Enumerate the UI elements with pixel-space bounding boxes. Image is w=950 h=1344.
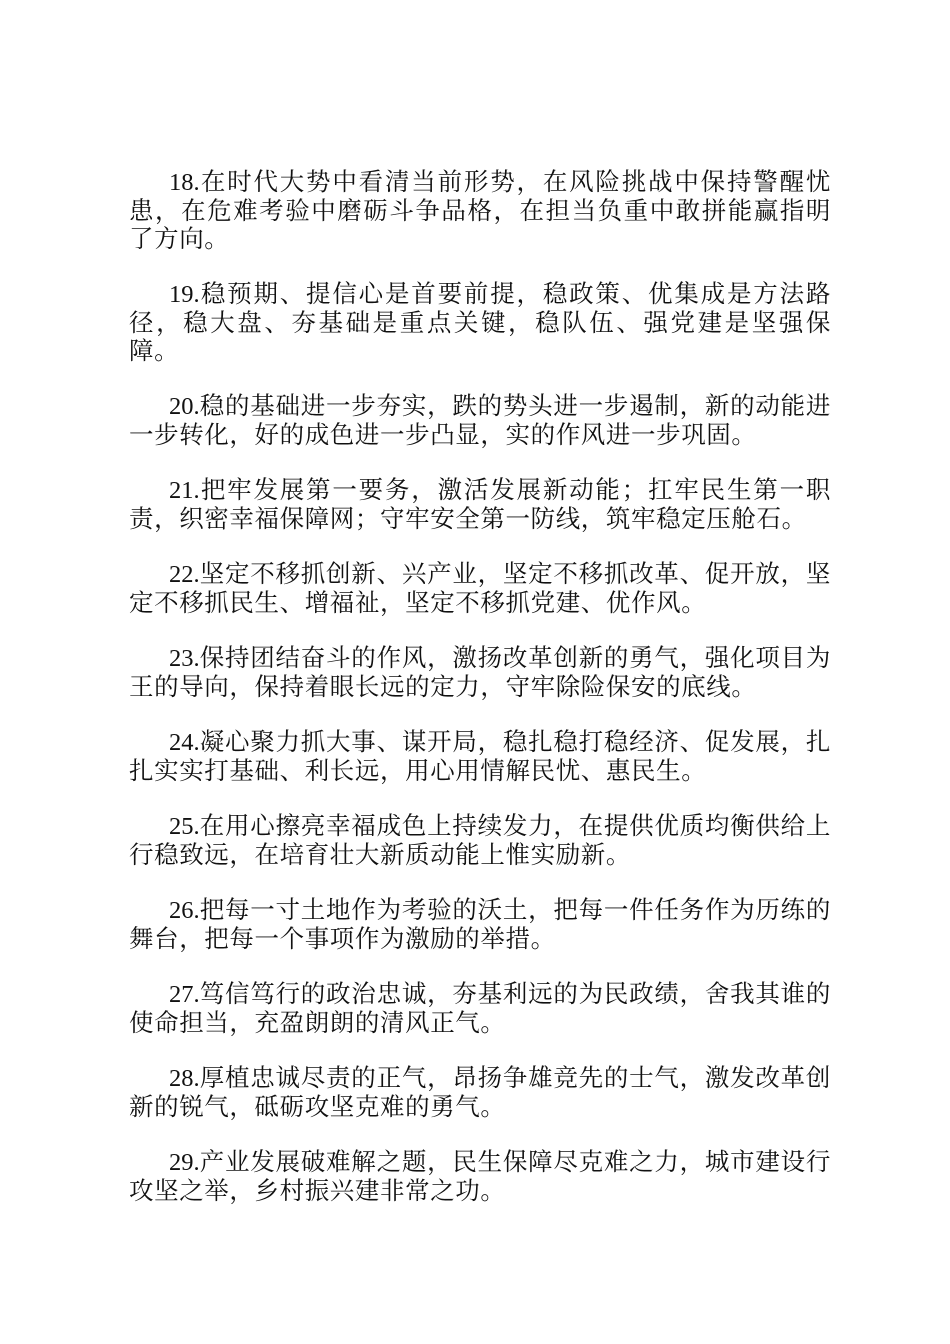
paragraph-number: 27. xyxy=(169,981,200,1008)
paragraph-20 xyxy=(129,392,831,449)
paragraph-21 xyxy=(129,476,831,533)
paragraph-23 xyxy=(129,644,831,701)
paragraph-text: 稳的基础进一步夯实，跌的势头进一步遏制，新的动能进一步转化，好的成色进一步凸显，实的作风进一步巩固。 xyxy=(129,391,831,449)
paragraph-number: 25. xyxy=(169,813,200,840)
paragraph-25 xyxy=(129,812,831,869)
paragraph-number: 19. xyxy=(169,281,200,308)
paragraph-number: 23. xyxy=(169,645,200,672)
paragraph-18 xyxy=(129,168,831,253)
paragraph-26 xyxy=(129,896,831,953)
paragraph-text: 坚定不移抓创新、兴产业，坚定不移抓改革、促开放，坚定不移抓民生、增福祉，坚定不移抓党建、优作风。 xyxy=(129,559,831,617)
paragraph-text: 凝心聚力抓大事、谋开局，稳扎稳打稳经济、促发展，扎扎实实打基础、利长远，用心用情解民忧、惠民生。 xyxy=(129,727,831,785)
paragraph-text: 稳预期、提信心是首要前提，稳政策、优集成是方法路径，稳大盘、夯基础是重点关键，稳队伍、强党建是坚强保障。 xyxy=(129,279,831,365)
paragraph-text: 把每一寸土地作为考验的沃土，把每一件任务作为历练的舞台，把每一个事项作为激励的举措。 xyxy=(129,895,831,953)
paragraph-number: 28. xyxy=(169,1065,200,1092)
paragraph-27 xyxy=(129,980,831,1037)
paragraph-number: 24. xyxy=(169,729,200,756)
paragraph-24 xyxy=(129,728,831,785)
paragraph-28 xyxy=(129,1064,831,1121)
document-body xyxy=(129,168,831,1232)
paragraph-29 xyxy=(129,1148,831,1205)
paragraph-text: 在用心擦亮幸福成色上持续发力，在提供优质均衡供给上行稳致远，在培育壮大新质动能上惟实励新。 xyxy=(129,811,831,869)
paragraph-22 xyxy=(129,560,831,617)
paragraph-number: 20. xyxy=(169,393,200,420)
paragraph-text: 在时代大势中看清当前形势，在风险挑战中保持警醒忧患，在危难考验中磨砺斗争品格，在担当负重中敢拼能赢指明了方向。 xyxy=(129,167,831,253)
paragraph-number: 21. xyxy=(169,477,200,504)
paragraph-text: 把牢发展第一要务，激活发展新动能；扛牢民生第一职责，织密幸福保障网；守牢安全第一防线，筑牢稳定压舱石。 xyxy=(129,475,831,533)
paragraph-number: 29. xyxy=(169,1149,200,1176)
paragraph-text: 产业发展破难解之题，民生保障尽克难之力，城市建设行攻坚之举，乡村振兴建非常之功。 xyxy=(129,1147,831,1205)
paragraph-text: 厚植忠诚尽责的正气，昂扬争雄竞先的士气，激发改革创新的锐气，砥砺攻坚克难的勇气。 xyxy=(129,1063,831,1121)
paragraph-number: 18. xyxy=(169,169,200,196)
paragraph-number: 26. xyxy=(169,897,200,924)
paragraph-text: 保持团结奋斗的作风，激扬改革创新的勇气，强化项目为王的导向，保持着眼长远的定力，守牢除险保安的底线。 xyxy=(129,643,831,701)
paragraph-number: 22. xyxy=(169,561,200,588)
paragraph-19 xyxy=(129,280,831,365)
paragraph-text: 笃信笃行的政治忠诚，夯基利远的为民政绩，舍我其谁的使命担当，充盈朗朗的清风正气。 xyxy=(129,979,831,1037)
